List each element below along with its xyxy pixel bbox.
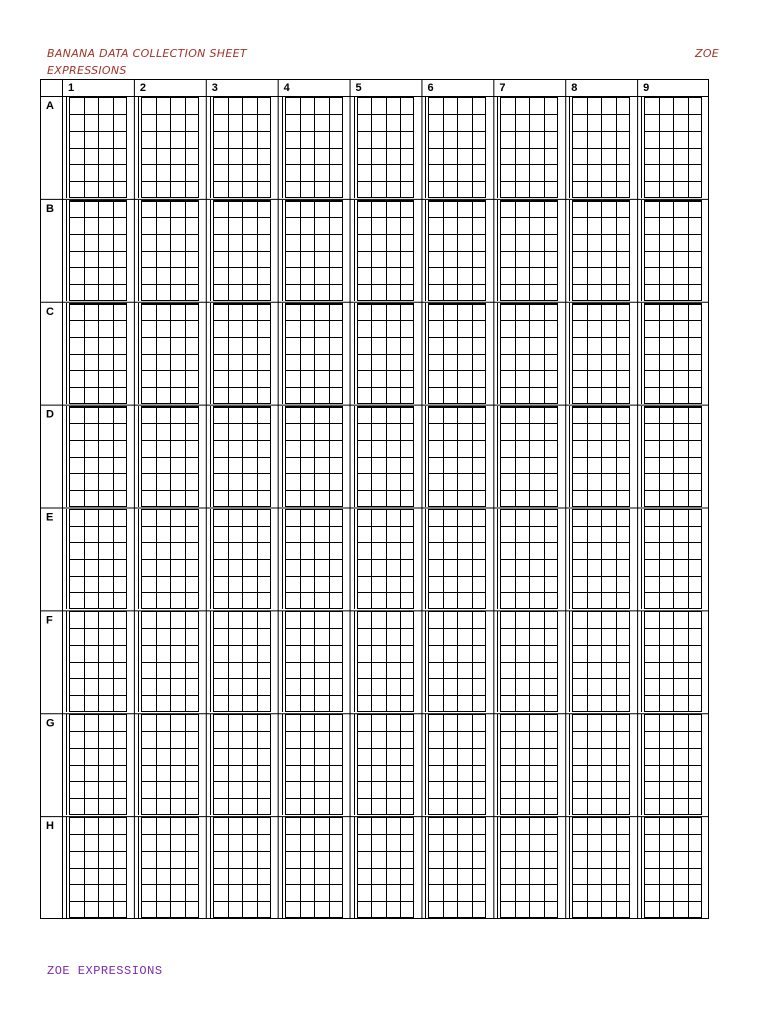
column-header-8: 8: [571, 82, 578, 94]
sheet-subtitle: EXPRESSIONS: [47, 64, 127, 77]
cell-F5-grid: [358, 612, 414, 712]
column-header-1: 1: [68, 82, 75, 94]
cell-H5-grid: [358, 818, 414, 918]
cell-C5-grid: [358, 304, 414, 404]
row-label-H: H: [46, 820, 54, 833]
sheet-title: BANANA DATA COLLECTION SHEET: [47, 47, 247, 60]
column-header-2: 2: [139, 82, 147, 94]
footer-brand: ZOE EXPRESSIONS: [47, 964, 163, 978]
column-header-4: 4: [283, 82, 290, 94]
row-label-B: B: [46, 202, 54, 215]
row-label-G: G: [46, 717, 55, 730]
cell-G5-grid: [358, 715, 414, 815]
row-label-F: F: [46, 614, 53, 627]
cell-A5-grid: [358, 98, 414, 198]
cell-D5-grid: [358, 407, 414, 507]
row-label-D: D: [46, 408, 54, 421]
column-header-3: 3: [211, 82, 218, 94]
row-label-C: C: [46, 305, 54, 318]
column-header-9: 9: [643, 82, 650, 94]
table-outer-border: [41, 80, 709, 919]
row-label-E: E: [46, 511, 54, 524]
column-header-6: 6: [427, 82, 434, 94]
column-header-5: 5: [355, 82, 362, 94]
cell-B5-grid: [358, 201, 414, 301]
sheet-author: ZOE: [695, 47, 720, 60]
row-label-A: A: [46, 100, 54, 112]
column-header-7: 7: [499, 82, 506, 94]
